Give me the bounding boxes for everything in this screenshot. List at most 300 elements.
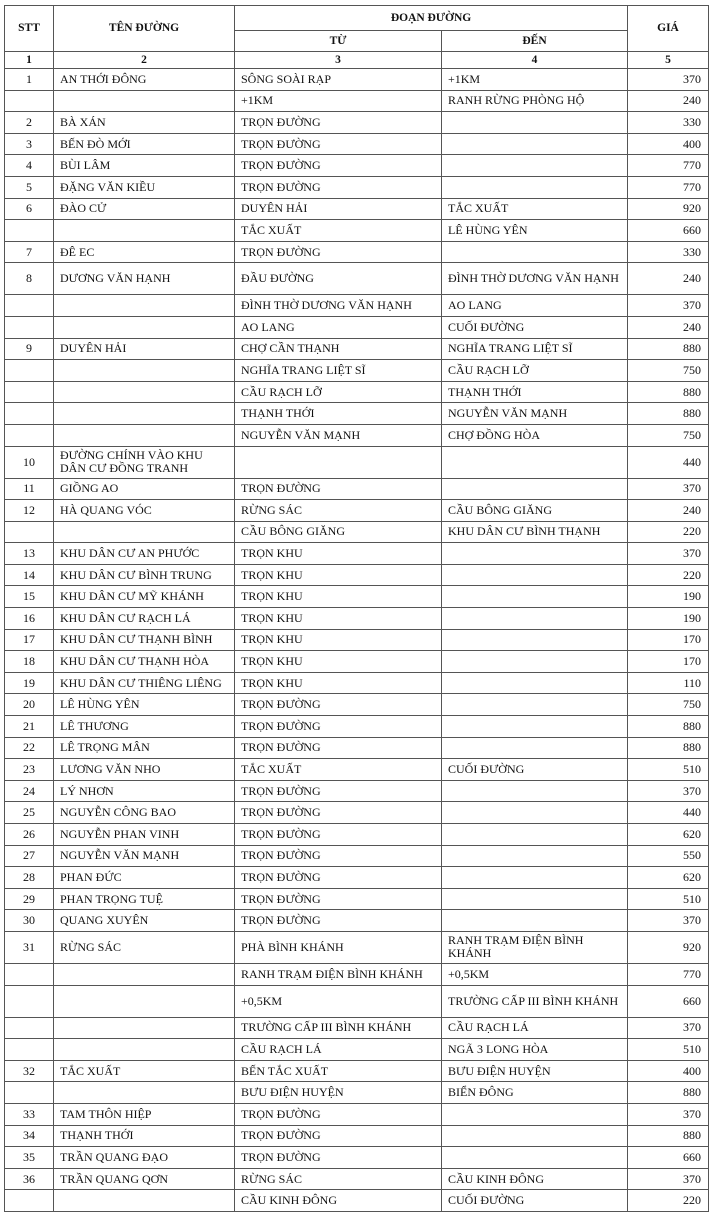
cell-street-name: [54, 403, 235, 425]
cell-from: CHỢ CẦN THẠNH: [235, 338, 442, 360]
cell-from: TRỌN ĐƯỜNG: [235, 176, 442, 198]
cell-price: 660: [628, 1147, 709, 1169]
cell-street-name: RỪNG SÁC: [54, 931, 235, 963]
cell-to: CẦU KINH ĐÔNG: [442, 1168, 628, 1190]
cell-price: 330: [628, 112, 709, 134]
cell-street-name: ĐÀO CỬ: [54, 198, 235, 220]
cell-street-name: [54, 1039, 235, 1061]
cell-price: 240: [628, 316, 709, 338]
cell-from: TRỌN ĐƯỜNG: [235, 133, 442, 155]
table-row: [5, 241, 709, 263]
cell-price: 920: [628, 931, 709, 963]
cell-price: 750: [628, 694, 709, 716]
table-row: [5, 263, 709, 295]
cell-price: 370: [628, 69, 709, 91]
cell-price: 330: [628, 241, 709, 263]
cell-street-name: NGUYỄN VĂN MẠNH: [54, 845, 235, 867]
cell-from: TRỌN ĐƯỜNG: [235, 802, 442, 824]
table-row: [5, 672, 709, 694]
cell-from: +0,5KM: [235, 985, 442, 1017]
table-row: [5, 867, 709, 889]
cell-to: NGHĨA TRANG LIỆT SĨ: [442, 338, 628, 360]
cell-to: BƯU ĐIỆN HUYỆN: [442, 1060, 628, 1082]
cell-street-name: [54, 1190, 235, 1212]
table-row: [5, 694, 709, 716]
header-den: ĐẾN: [442, 31, 628, 52]
col-number-2: 2: [54, 52, 235, 69]
cell-to: TẮC XUẤT: [442, 198, 628, 220]
cell-price: 440: [628, 802, 709, 824]
cell-from: RỪNG SÁC: [235, 500, 442, 522]
cell-stt: 20: [5, 694, 54, 716]
cell-price: 660: [628, 220, 709, 242]
cell-from: TRỌN ĐƯỜNG: [235, 1103, 442, 1125]
table-row: [5, 888, 709, 910]
cell-stt: [5, 1039, 54, 1061]
cell-stt: 21: [5, 716, 54, 738]
table-row: [5, 176, 709, 198]
table-row: [5, 1103, 709, 1125]
cell-price: 370: [628, 780, 709, 802]
cell-to: [442, 241, 628, 263]
cell-from: CẦU BÔNG GIĂNG: [235, 521, 442, 543]
cell-stt: 15: [5, 586, 54, 608]
cell-street-name: KHU DÂN CƯ RẠCH LÁ: [54, 608, 235, 630]
cell-from: BƯU ĐIỆN HUYỆN: [235, 1082, 442, 1104]
table-row: [5, 381, 709, 403]
cell-to: [442, 1147, 628, 1169]
cell-street-name: TẮC XUẤT: [54, 1060, 235, 1082]
cell-to: BIỂN ĐÔNG: [442, 1082, 628, 1104]
cell-price: 170: [628, 629, 709, 651]
cell-stt: 27: [5, 845, 54, 867]
cell-price: 370: [628, 543, 709, 565]
col-number-1: 1: [5, 52, 54, 69]
cell-street-name: ĐƯỜNG CHÍNH VÀO KHU DÂN CƯ ĐỒNG TRANH: [54, 446, 235, 478]
table-row: [5, 910, 709, 932]
cell-price: 190: [628, 586, 709, 608]
table-row: [5, 716, 709, 738]
cell-stt: 18: [5, 651, 54, 673]
cell-street-name: AN THỚI ĐÔNG: [54, 69, 235, 91]
cell-price: 550: [628, 845, 709, 867]
cell-price: 440: [628, 446, 709, 478]
cell-street-name: [54, 521, 235, 543]
cell-from: SÔNG SOÀI RẠP: [235, 69, 442, 91]
cell-from: NGUYỄN VĂN MẠNH: [235, 424, 442, 446]
cell-price: 190: [628, 608, 709, 630]
table-row: [5, 424, 709, 446]
table-row: [5, 360, 709, 382]
cell-stt: 25: [5, 802, 54, 824]
table-row: [5, 403, 709, 425]
cell-to: [442, 824, 628, 846]
cell-street-name: KHU DÂN CƯ BÌNH TRUNG: [54, 564, 235, 586]
col-number-4: 4: [442, 52, 628, 69]
table-row: [5, 824, 709, 846]
table-row: [5, 1039, 709, 1061]
cell-stt: 1: [5, 69, 54, 91]
cell-price: 370: [628, 295, 709, 317]
cell-stt: 13: [5, 543, 54, 565]
cell-price: 370: [628, 478, 709, 500]
cell-price: 370: [628, 1168, 709, 1190]
cell-price: 400: [628, 133, 709, 155]
cell-stt: 6: [5, 198, 54, 220]
col-number-5: 5: [628, 52, 709, 69]
cell-stt: 29: [5, 888, 54, 910]
cell-street-name: TRẦN QUANG QƠN: [54, 1168, 235, 1190]
table-row: [5, 521, 709, 543]
table-row: [5, 1060, 709, 1082]
cell-from: TRỌN KHU: [235, 586, 442, 608]
cell-price: 370: [628, 1103, 709, 1125]
cell-stt: [5, 316, 54, 338]
cell-price: 880: [628, 403, 709, 425]
cell-price: 370: [628, 910, 709, 932]
cell-street-name: BÀ XÁN: [54, 112, 235, 134]
cell-to: [442, 802, 628, 824]
cell-to: RANH TRẠM ĐIỆN BÌNH KHÁNH: [442, 931, 628, 963]
cell-street-name: LÝ NHƠN: [54, 780, 235, 802]
header-ten-duong: TÊN ĐƯỜNG: [54, 6, 235, 52]
cell-street-name: KHU DÂN CƯ THẠNH HÒA: [54, 651, 235, 673]
cell-stt: 28: [5, 867, 54, 889]
cell-to: ĐÌNH THỜ DƯƠNG VĂN HẠNH: [442, 263, 628, 295]
cell-stt: 32: [5, 1060, 54, 1082]
cell-street-name: ĐÊ EC: [54, 241, 235, 263]
table-row: [5, 586, 709, 608]
cell-to: NGUYỄN VĂN MẠNH: [442, 403, 628, 425]
cell-stt: [5, 963, 54, 985]
cell-stt: [5, 403, 54, 425]
table-row: [5, 295, 709, 317]
cell-to: [442, 543, 628, 565]
cell-to: [442, 651, 628, 673]
cell-street-name: BẾN ĐÒ MỚI: [54, 133, 235, 155]
cell-to: [442, 112, 628, 134]
cell-stt: 19: [5, 672, 54, 694]
cell-stt: [5, 985, 54, 1017]
cell-street-name: TRẦN QUANG ĐẠO: [54, 1147, 235, 1169]
cell-from: TRỌN KHU: [235, 608, 442, 630]
table-row: [5, 1147, 709, 1169]
cell-to: [442, 845, 628, 867]
cell-price: 510: [628, 888, 709, 910]
cell-street-name: LÊ TRỌNG MÂN: [54, 737, 235, 759]
cell-stt: [5, 521, 54, 543]
cell-stt: 30: [5, 910, 54, 932]
table-row: [5, 845, 709, 867]
cell-from: CẦU RẠCH LỠ: [235, 381, 442, 403]
cell-price: 880: [628, 716, 709, 738]
cell-stt: 2: [5, 112, 54, 134]
table-row: [5, 69, 709, 91]
cell-stt: 33: [5, 1103, 54, 1125]
table-row: [5, 759, 709, 781]
cell-street-name: [54, 316, 235, 338]
table-row: [5, 963, 709, 985]
cell-price: 240: [628, 90, 709, 112]
cell-from: TRỌN ĐƯỜNG: [235, 716, 442, 738]
cell-street-name: THẠNH THỚI: [54, 1125, 235, 1147]
cell-price: 110: [628, 672, 709, 694]
cell-from: TRỌN ĐƯỜNG: [235, 824, 442, 846]
cell-price: 770: [628, 176, 709, 198]
cell-to: [442, 478, 628, 500]
cell-stt: 16: [5, 608, 54, 630]
cell-from: TRỌN ĐƯỜNG: [235, 888, 442, 910]
cell-from: AO LANG: [235, 316, 442, 338]
cell-to: [442, 564, 628, 586]
cell-price: 220: [628, 1190, 709, 1212]
cell-price: 400: [628, 1060, 709, 1082]
cell-street-name: LƯƠNG VĂN NHO: [54, 759, 235, 781]
cell-stt: 26: [5, 824, 54, 846]
table-row: [5, 338, 709, 360]
cell-price: 170: [628, 651, 709, 673]
cell-to: CUỐI ĐƯỜNG: [442, 1190, 628, 1212]
table-row: [5, 802, 709, 824]
price-table: [4, 5, 709, 1212]
table-row: [5, 220, 709, 242]
cell-price: 240: [628, 263, 709, 295]
cell-stt: 5: [5, 176, 54, 198]
cell-from: TẮC XUẤT: [235, 759, 442, 781]
cell-from: DUYÊN HẢI: [235, 198, 442, 220]
cell-from: TRỌN ĐƯỜNG: [235, 155, 442, 177]
cell-from: THẠNH THỚI: [235, 403, 442, 425]
cell-price: 620: [628, 824, 709, 846]
cell-to: KHU DÂN CƯ BÌNH THẠNH: [442, 521, 628, 543]
col-number-3: 3: [235, 52, 442, 69]
cell-from: ĐẦU ĐƯỜNG: [235, 263, 442, 295]
cell-from: NGHĨA TRANG LIỆT SĨ: [235, 360, 442, 382]
table-row: [5, 1168, 709, 1190]
cell-stt: 10: [5, 446, 54, 478]
cell-to: RANH RỪNG PHÒNG HỘ: [442, 90, 628, 112]
cell-stt: 31: [5, 931, 54, 963]
cell-street-name: [54, 1017, 235, 1039]
cell-price: 660: [628, 985, 709, 1017]
cell-stt: [5, 424, 54, 446]
table-row: [5, 564, 709, 586]
cell-to: LÊ HÙNG YÊN: [442, 220, 628, 242]
table-body: [5, 69, 709, 1212]
cell-from: TRỌN ĐƯỜNG: [235, 112, 442, 134]
cell-to: [442, 780, 628, 802]
cell-to: [442, 176, 628, 198]
cell-stt: 8: [5, 263, 54, 295]
header-doan-duong: ĐOẠN ĐƯỜNG: [235, 6, 628, 31]
cell-to: THẠNH THỚI: [442, 381, 628, 403]
cell-stt: 7: [5, 241, 54, 263]
cell-street-name: [54, 963, 235, 985]
table-row: [5, 316, 709, 338]
cell-from: TRỌN KHU: [235, 543, 442, 565]
cell-street-name: [54, 360, 235, 382]
cell-to: [442, 446, 628, 478]
cell-to: [442, 1125, 628, 1147]
cell-to: [442, 608, 628, 630]
table-row: [5, 198, 709, 220]
cell-street-name: PHAN ĐỨC: [54, 867, 235, 889]
cell-price: 880: [628, 381, 709, 403]
cell-stt: 4: [5, 155, 54, 177]
cell-to: [442, 133, 628, 155]
cell-street-name: BÙI LÂM: [54, 155, 235, 177]
cell-street-name: [54, 985, 235, 1017]
table-row: [5, 500, 709, 522]
cell-street-name: TAM THÔN HIỆP: [54, 1103, 235, 1125]
cell-from: TRỌN KHU: [235, 629, 442, 651]
cell-from: TRỌN ĐƯỜNG: [235, 737, 442, 759]
cell-stt: 14: [5, 564, 54, 586]
table-row: [5, 446, 709, 478]
table-row: [5, 478, 709, 500]
table-row: [5, 737, 709, 759]
cell-street-name: PHAN TRỌNG TUỆ: [54, 888, 235, 910]
cell-to: +1KM: [442, 69, 628, 91]
cell-to: CUỐI ĐƯỜNG: [442, 316, 628, 338]
cell-price: 880: [628, 1125, 709, 1147]
cell-stt: [5, 381, 54, 403]
cell-to: [442, 867, 628, 889]
cell-from: RANH TRẠM ĐIỆN BÌNH KHÁNH: [235, 963, 442, 985]
cell-price: 880: [628, 737, 709, 759]
cell-to: [442, 910, 628, 932]
cell-to: CUỐI ĐƯỜNG: [442, 759, 628, 781]
cell-to: [442, 888, 628, 910]
cell-price: 880: [628, 1082, 709, 1104]
cell-price: 370: [628, 1017, 709, 1039]
cell-stt: [5, 295, 54, 317]
cell-from: RỪNG SÁC: [235, 1168, 442, 1190]
cell-street-name: [54, 424, 235, 446]
cell-to: [442, 1103, 628, 1125]
table-row: [5, 1082, 709, 1104]
cell-from: TRỌN ĐƯỜNG: [235, 910, 442, 932]
table-row: [5, 608, 709, 630]
table-row: [5, 543, 709, 565]
cell-street-name: QUANG XUYÊN: [54, 910, 235, 932]
cell-from: TRỌN ĐƯỜNG: [235, 1125, 442, 1147]
cell-street-name: KHU DÂN CƯ MỸ KHÁNH: [54, 586, 235, 608]
cell-stt: 11: [5, 478, 54, 500]
cell-street-name: [54, 220, 235, 242]
cell-street-name: ĐẶNG VĂN KIỀU: [54, 176, 235, 198]
cell-to: CẦU BÔNG GIĂNG: [442, 500, 628, 522]
table-row: [5, 1125, 709, 1147]
header-tu: TỪ: [235, 31, 442, 52]
cell-from: TRƯỜNG CẤP III BÌNH KHÁNH: [235, 1017, 442, 1039]
cell-from: PHÀ BÌNH KHÁNH: [235, 931, 442, 963]
cell-from: ĐÌNH THỜ DƯƠNG VĂN HẠNH: [235, 295, 442, 317]
cell-price: 220: [628, 564, 709, 586]
cell-to: [442, 155, 628, 177]
cell-street-name: DUYÊN HẢI: [54, 338, 235, 360]
cell-stt: 35: [5, 1147, 54, 1169]
cell-to: [442, 737, 628, 759]
cell-from: TRỌN ĐƯỜNG: [235, 867, 442, 889]
cell-street-name: [54, 295, 235, 317]
cell-to: CẦU RẠCH LỠ: [442, 360, 628, 382]
cell-stt: 36: [5, 1168, 54, 1190]
cell-street-name: DƯƠNG VĂN HẠNH: [54, 263, 235, 295]
cell-from: TRỌN ĐƯỜNG: [235, 241, 442, 263]
cell-price: 880: [628, 338, 709, 360]
cell-stt: [5, 220, 54, 242]
cell-stt: [5, 1190, 54, 1212]
table-row: [5, 1017, 709, 1039]
cell-from: TRỌN KHU: [235, 651, 442, 673]
cell-from: +1KM: [235, 90, 442, 112]
table-row: [5, 780, 709, 802]
cell-stt: 12: [5, 500, 54, 522]
cell-from: TRỌN ĐƯỜNG: [235, 845, 442, 867]
cell-to: NGÃ 3 LONG HÒA: [442, 1039, 628, 1061]
cell-from: BẾN TẮC XUẤT: [235, 1060, 442, 1082]
cell-to: [442, 694, 628, 716]
cell-price: 510: [628, 1039, 709, 1061]
cell-price: 620: [628, 867, 709, 889]
cell-from: TRỌN KHU: [235, 564, 442, 586]
cell-to: [442, 629, 628, 651]
header-stt: STT: [5, 6, 54, 52]
cell-from: [235, 446, 442, 478]
cell-to: CHỢ ĐỒNG HÒA: [442, 424, 628, 446]
cell-stt: 3: [5, 133, 54, 155]
cell-street-name: LÊ HÙNG YÊN: [54, 694, 235, 716]
table-row: [5, 651, 709, 673]
table-row: [5, 133, 709, 155]
cell-to: CẦU RẠCH LÁ: [442, 1017, 628, 1039]
table-row: [5, 155, 709, 177]
table-row: [5, 931, 709, 963]
cell-from: TRỌN KHU: [235, 672, 442, 694]
cell-stt: 22: [5, 737, 54, 759]
cell-street-name: [54, 381, 235, 403]
cell-from: TẮC XUẤT: [235, 220, 442, 242]
cell-from: TRỌN ĐƯỜNG: [235, 478, 442, 500]
cell-to: [442, 586, 628, 608]
cell-from: TRỌN ĐƯỜNG: [235, 780, 442, 802]
cell-stt: 17: [5, 629, 54, 651]
cell-price: 770: [628, 155, 709, 177]
cell-price: 240: [628, 500, 709, 522]
cell-street-name: NGUYỄN CÔNG BAO: [54, 802, 235, 824]
cell-price: 750: [628, 360, 709, 382]
cell-price: 220: [628, 521, 709, 543]
cell-price: 770: [628, 963, 709, 985]
table-header: [5, 6, 709, 69]
cell-street-name: KHU DÂN CƯ AN PHƯỚC: [54, 543, 235, 565]
cell-stt: 34: [5, 1125, 54, 1147]
table-row: [5, 985, 709, 1017]
cell-street-name: GIỒNG AO: [54, 478, 235, 500]
cell-stt: [5, 90, 54, 112]
table-row: [5, 629, 709, 651]
cell-to: [442, 716, 628, 738]
cell-to: +0,5KM: [442, 963, 628, 985]
cell-from: TRỌN ĐƯỜNG: [235, 694, 442, 716]
cell-price: 750: [628, 424, 709, 446]
cell-price: 510: [628, 759, 709, 781]
cell-to: AO LANG: [442, 295, 628, 317]
cell-to: TRƯỜNG CẤP III BÌNH KHÁNH: [442, 985, 628, 1017]
cell-street-name: HÀ QUANG VÓC: [54, 500, 235, 522]
cell-to: [442, 672, 628, 694]
